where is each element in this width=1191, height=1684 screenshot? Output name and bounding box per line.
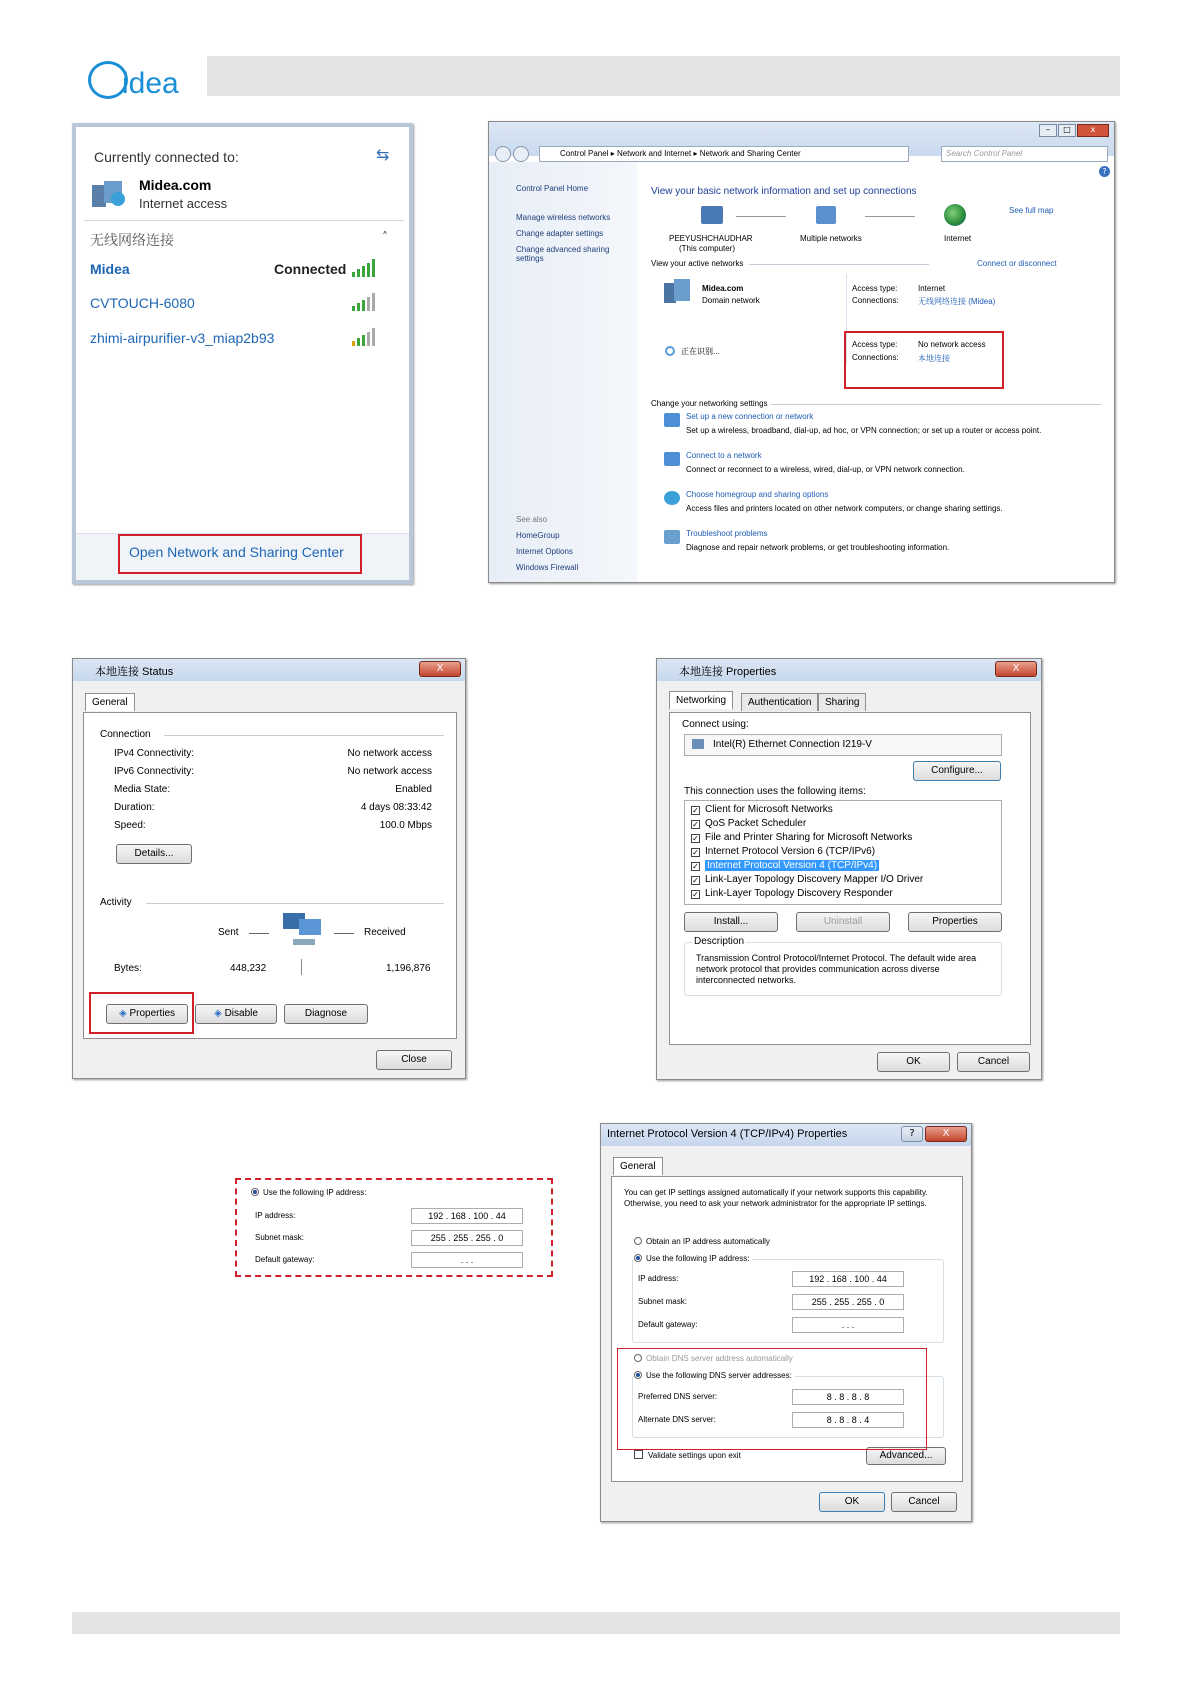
breadcrumb-1[interactable]: Control Panel bbox=[560, 149, 609, 158]
see-also-internet-options[interactable]: Internet Options bbox=[516, 547, 573, 556]
network-globe-icon bbox=[90, 179, 130, 209]
map-internet: Internet bbox=[944, 234, 972, 243]
side-link-home[interactable]: Control Panel Home bbox=[516, 184, 589, 193]
adapter-field bbox=[684, 734, 1002, 756]
validate-label: Validate settings upon exit bbox=[648, 1451, 741, 1460]
task-connect-link[interactable]: Connect to a network bbox=[686, 451, 762, 460]
items-list bbox=[684, 800, 1002, 905]
use-following-radio[interactable] bbox=[251, 1188, 366, 1197]
checkbox[interactable]: ✓ bbox=[692, 820, 699, 829]
new-connection-icon bbox=[664, 413, 680, 427]
use-following-label: Use the following IP address: bbox=[263, 1188, 367, 1197]
highlight-box bbox=[118, 534, 362, 574]
general-panel bbox=[83, 712, 457, 1039]
help-button[interactable]: ? bbox=[901, 1126, 923, 1142]
properties-label: Properties bbox=[129, 1008, 176, 1019]
network-adapter-icon bbox=[692, 739, 704, 749]
multi-network-icon bbox=[816, 206, 836, 224]
side-link-advanced[interactable]: Change advanced sharing settings bbox=[516, 245, 610, 263]
status-title: 本地连接 Status bbox=[73, 659, 465, 681]
items-label: This connection uses the following items: bbox=[684, 786, 866, 797]
highlight-box bbox=[844, 331, 1004, 389]
network-item-midea[interactable] bbox=[90, 261, 390, 285]
net2-access-label: Access type: bbox=[852, 340, 898, 349]
internet-globe-icon bbox=[944, 204, 966, 226]
details-button[interactable]: Details... bbox=[116, 844, 192, 864]
ok-button[interactable]: OK bbox=[819, 1492, 885, 1512]
checkbox[interactable]: ✓ bbox=[692, 848, 699, 857]
gateway-field[interactable]: . . . bbox=[792, 1317, 904, 1333]
breadcrumb-2[interactable]: Network and Internet bbox=[616, 149, 692, 158]
identifying-spinner-icon bbox=[665, 346, 675, 356]
network-sharing-center-window bbox=[488, 121, 1115, 583]
cancel-button[interactable]: Cancel bbox=[957, 1052, 1030, 1072]
obtain-auto-radio[interactable] bbox=[634, 1237, 770, 1246]
dns-auto-label: Obtain DNS server address automatically bbox=[646, 1354, 793, 1363]
collapse-icon[interactable]: ˄ bbox=[382, 230, 388, 244]
bytes-received: 1,196,876 bbox=[386, 963, 431, 974]
row-value: 4 days 08:33:42 bbox=[360, 802, 432, 813]
net1-name: Midea.com bbox=[702, 284, 744, 293]
highlight-box bbox=[89, 992, 194, 1034]
connect-using-label: Connect using: bbox=[682, 719, 749, 730]
tab-authentication[interactable]: Authentication bbox=[741, 693, 818, 711]
cancel-button[interactable]: Cancel bbox=[891, 1492, 957, 1512]
close-x-button[interactable]: X bbox=[419, 661, 461, 677]
map-computer-sub: (This computer) bbox=[679, 244, 736, 253]
props-title: 本地连接 Properties bbox=[657, 659, 1041, 681]
row-label: Duration: bbox=[114, 802, 155, 813]
net1-access: Internet bbox=[918, 284, 946, 293]
close-x-button[interactable]: X bbox=[925, 1126, 967, 1142]
diagnose-button[interactable]: Diagnose bbox=[284, 1004, 368, 1024]
forward-button[interactable] bbox=[513, 146, 529, 162]
task-homegroup-desc: Access files and printers located on other network computers, or change sharing settings. bbox=[686, 504, 1003, 513]
activity-line bbox=[334, 933, 354, 934]
validate-checkbox[interactable] bbox=[634, 1450, 741, 1460]
see-also-label: See also bbox=[516, 515, 548, 524]
map-line bbox=[865, 216, 915, 217]
activity-label: Activity bbox=[100, 897, 132, 908]
close-button[interactable]: Close bbox=[376, 1050, 452, 1070]
radio[interactable] bbox=[634, 1254, 642, 1262]
checkbox[interactable]: ✓ bbox=[692, 862, 699, 871]
description-text: Transmission Control Protocol/Internet Protocol. The default wide area network protocol that provides communication across diverse interconnected networks. bbox=[696, 953, 977, 985]
net2-conn-link[interactable]: 本地连接 bbox=[918, 354, 950, 363]
use-following-radio[interactable] bbox=[634, 1254, 752, 1263]
highlight-box bbox=[617, 1348, 927, 1450]
install-button[interactable]: Install... bbox=[684, 912, 778, 932]
task-troubleshoot-desc: Diagnose and repair network problems, or get troubleshooting information. bbox=[686, 543, 950, 552]
group-rule bbox=[146, 903, 444, 904]
list-item[interactable] bbox=[691, 804, 833, 815]
ip-field[interactable]: 192 . 168 . 100 . 44 bbox=[792, 1271, 904, 1287]
side-link-wireless[interactable]: Manage wireless networks bbox=[516, 213, 611, 222]
network-item-zhimi[interactable] bbox=[90, 330, 390, 354]
net2-name: 正在识别... bbox=[681, 347, 720, 356]
tab-sharing[interactable]: Sharing bbox=[818, 693, 866, 711]
gateway-label: Default gateway: bbox=[255, 1255, 315, 1264]
disable-label: Disable bbox=[224, 1008, 258, 1019]
net1-access-label: Access type: bbox=[852, 284, 898, 293]
uninstall-button[interactable]: Uninstall bbox=[796, 912, 890, 932]
use-following-label: Use the following IP address: bbox=[646, 1254, 750, 1263]
task-homegroup-link[interactable]: Choose homegroup and sharing options bbox=[686, 490, 829, 499]
connection-label: Connection bbox=[100, 729, 151, 740]
obtain-auto-label: Obtain an IP address automatically bbox=[646, 1237, 770, 1246]
address-bar[interactable]: Control Panel ▸ Network and Internet ▸ Network and Sharing Center bbox=[539, 146, 909, 162]
properties-button[interactable]: Properties bbox=[908, 912, 1002, 932]
list-item-selected[interactable] bbox=[691, 860, 879, 871]
gateway-field[interactable]: . . . bbox=[411, 1252, 523, 1268]
ok-button[interactable]: OK bbox=[877, 1052, 950, 1072]
general-panel bbox=[611, 1176, 963, 1482]
map-middle: Multiple networks bbox=[800, 234, 862, 243]
active-networks-label: View your active networks bbox=[651, 259, 744, 268]
mask-label: Subnet mask: bbox=[638, 1297, 687, 1306]
current-network-name: Midea.com bbox=[139, 177, 212, 193]
list-item[interactable] bbox=[691, 832, 912, 843]
search-input[interactable]: Search Control Panel bbox=[941, 146, 1108, 162]
wifi-flyout bbox=[72, 123, 413, 584]
page-heading: View your basic network information and set up connections bbox=[651, 186, 917, 197]
task-connect-desc: Connect or reconnect to a wireless, wired, dial-up, or VPN network connection. bbox=[686, 465, 965, 474]
radio[interactable] bbox=[251, 1188, 259, 1196]
ip-snippet bbox=[235, 1178, 553, 1277]
section-label: 无线网络连接 bbox=[90, 233, 174, 249]
preferred-dns-label: Preferred DNS server: bbox=[638, 1392, 718, 1401]
task-troubleshoot-link[interactable]: Troubleshoot problems bbox=[686, 529, 768, 538]
checkbox[interactable]: ✓ bbox=[692, 806, 699, 815]
midea-logo bbox=[88, 55, 179, 101]
checkbox[interactable]: ✓ bbox=[692, 834, 699, 843]
status-dialog bbox=[72, 658, 466, 1079]
alternate-dns-field[interactable]: 8 . 8 . 8 . 4 bbox=[792, 1412, 904, 1428]
activity-line bbox=[249, 933, 269, 934]
item-label: QoS Packet Scheduler bbox=[705, 818, 807, 829]
tab-general[interactable]: General bbox=[85, 693, 135, 711]
item-label: Internet Protocol Version 6 (TCP/IPv6) bbox=[705, 846, 876, 857]
side-link-adapter[interactable]: Change adapter settings bbox=[516, 229, 604, 238]
network-item-cvtouch[interactable] bbox=[90, 295, 390, 319]
ipv4-title: Internet Protocol Version 4 (TCP/IPv4) Properties bbox=[601, 1124, 971, 1146]
row-label: Media State: bbox=[114, 784, 171, 795]
troubleshoot-icon bbox=[664, 530, 680, 544]
ip-field[interactable]: 192 . 168 . 100 . 44 bbox=[411, 1208, 523, 1224]
signal-icon bbox=[352, 328, 376, 346]
connect-disconnect-link[interactable]: Connect or disconnect bbox=[977, 259, 1057, 268]
net1-type: Domain network bbox=[702, 296, 760, 305]
row-value: No network access bbox=[347, 748, 432, 759]
minimize-button[interactable]: – bbox=[1039, 124, 1057, 137]
list-item[interactable] bbox=[691, 846, 875, 857]
item-label: Internet Protocol Version 4 (TCP/IPv4) bbox=[707, 860, 878, 871]
list-item[interactable] bbox=[691, 818, 806, 829]
row-label: IPv4 Connectivity: bbox=[114, 748, 195, 759]
row-value: Enabled bbox=[395, 784, 432, 795]
bytes-label: Bytes: bbox=[114, 963, 142, 974]
received-label: Received bbox=[364, 927, 406, 938]
gateway-label: Default gateway: bbox=[638, 1320, 698, 1329]
header-bar bbox=[207, 56, 1120, 96]
back-button[interactable] bbox=[495, 146, 511, 162]
open-network-center-link[interactable]: Open Network and Sharing Center bbox=[129, 544, 344, 560]
section-rule bbox=[771, 404, 1101, 405]
net1-conn-label: Connections: bbox=[852, 296, 899, 305]
checkbox[interactable]: ✓ bbox=[692, 890, 699, 899]
map-line bbox=[736, 216, 786, 217]
mask-label: Subnet mask: bbox=[255, 1233, 304, 1242]
change-settings-label: Change your networking settings bbox=[651, 399, 768, 408]
computer-icon bbox=[701, 206, 723, 224]
shield-icon: ◈ bbox=[118, 1008, 127, 1019]
group-rule bbox=[164, 735, 444, 736]
list-item[interactable] bbox=[691, 874, 923, 885]
advanced-button[interactable]: Advanced... bbox=[866, 1447, 946, 1465]
bytes-sent: 448,232 bbox=[230, 963, 267, 974]
network-status: Connected bbox=[274, 261, 347, 277]
breadcrumb-3[interactable]: Network and Sharing Center bbox=[699, 149, 801, 158]
checkbox[interactable] bbox=[634, 1450, 643, 1459]
see-also-homegroup[interactable]: HomeGroup bbox=[516, 531, 560, 540]
radio[interactable] bbox=[634, 1237, 642, 1245]
maximize-button[interactable]: □ bbox=[1058, 124, 1076, 137]
net2-conn-label: Connections: bbox=[852, 353, 899, 362]
configure-button[interactable]: Configure... bbox=[913, 761, 1001, 781]
bytes-divider bbox=[301, 959, 302, 975]
ip-label: IP address: bbox=[638, 1274, 679, 1283]
ip-label: IP address: bbox=[255, 1211, 296, 1220]
section-rule bbox=[749, 264, 929, 265]
tab-networking[interactable]: Networking bbox=[669, 691, 733, 709]
net2-access: No network access bbox=[918, 340, 986, 349]
adapter-name: Intel(R) Ethernet Connection I219-V bbox=[713, 739, 872, 750]
mask-field[interactable]: 255 . 255 . 255 . 0 bbox=[792, 1294, 904, 1310]
disable-button[interactable] bbox=[195, 1004, 277, 1024]
logo-text: idea bbox=[122, 67, 179, 100]
row-label: Speed: bbox=[114, 820, 146, 831]
ipv4-properties-dialog bbox=[600, 1123, 972, 1522]
list-item[interactable] bbox=[691, 888, 893, 899]
alternate-dns-label: Alternate DNS server: bbox=[638, 1415, 716, 1424]
signal-icon bbox=[352, 259, 376, 277]
description-label: Description bbox=[694, 936, 745, 947]
intro-text: You can get IP settings assigned automatically if your network supports this capability. Otherwise, you need to ask your network administrator for the appropriate IP settings. bbox=[624, 1188, 928, 1208]
networking-panel bbox=[669, 712, 1031, 1045]
nsc-sidebar bbox=[489, 162, 637, 583]
item-label: File and Printer Sharing for Microsoft Networks bbox=[705, 832, 913, 843]
network-computers-icon bbox=[279, 911, 329, 949]
logo-m-ring bbox=[88, 61, 128, 99]
connect-network-icon bbox=[664, 452, 680, 466]
sent-label: Sent bbox=[218, 927, 239, 938]
see-also-firewall[interactable]: Windows Firewall bbox=[516, 563, 579, 572]
item-label: Client for Microsoft Networks bbox=[705, 804, 833, 815]
properties-dialog bbox=[656, 658, 1042, 1080]
network-name: zhimi-airpurifier-v3_miap2b93 bbox=[90, 330, 275, 346]
see-full-map-link[interactable]: See full map bbox=[1009, 206, 1054, 215]
signal-icon bbox=[352, 293, 376, 311]
footer-bar bbox=[72, 1612, 1120, 1634]
task-setup-desc: Set up a wireless, broadband, dial-up, ad hoc, or VPN connection; or set up a router or access point. bbox=[686, 426, 1042, 435]
item-label: Link-Layer Topology Discovery Mapper I/O Driver bbox=[705, 874, 924, 885]
row-label: IPv6 Connectivity: bbox=[114, 766, 195, 777]
homegroup-icon bbox=[664, 491, 680, 505]
connected-label: Currently connected to: bbox=[94, 149, 239, 165]
network-name: Midea bbox=[90, 261, 130, 277]
net1-conn-link[interactable]: 无线网络连接 (Midea) bbox=[918, 297, 996, 306]
map-computer: PEEYUSHCHAUDHAR bbox=[669, 234, 753, 243]
divider bbox=[84, 220, 404, 221]
dns-following-label: Use the following DNS server addresses: bbox=[646, 1371, 792, 1380]
row-value: No network access bbox=[347, 766, 432, 777]
help-icon[interactable]: ? bbox=[1099, 166, 1110, 177]
close-x-button[interactable]: X bbox=[995, 661, 1037, 677]
item-label: Link-Layer Topology Discovery Responder bbox=[705, 888, 893, 899]
current-network-status: Internet access bbox=[139, 196, 228, 211]
preferred-dns-field[interactable]: 8 . 8 . 8 . 8 bbox=[792, 1389, 904, 1405]
refresh-icon[interactable]: ⇆ bbox=[376, 145, 390, 164]
task-setup-link[interactable]: Set up a new connection or network bbox=[686, 412, 814, 421]
window-controls bbox=[1039, 124, 1111, 138]
network-name: CVTOUCH-6080 bbox=[90, 295, 195, 311]
checkbox[interactable]: ✓ bbox=[692, 876, 699, 885]
mask-field[interactable]: 255 . 255 . 255 . 0 bbox=[411, 1230, 523, 1246]
tab-general[interactable]: General bbox=[613, 1157, 663, 1175]
domain-network-icon bbox=[664, 279, 696, 305]
row-value: 100.0 Mbps bbox=[379, 820, 432, 831]
shield-icon: ◈ bbox=[214, 1008, 222, 1019]
close-button[interactable]: x bbox=[1077, 124, 1109, 137]
